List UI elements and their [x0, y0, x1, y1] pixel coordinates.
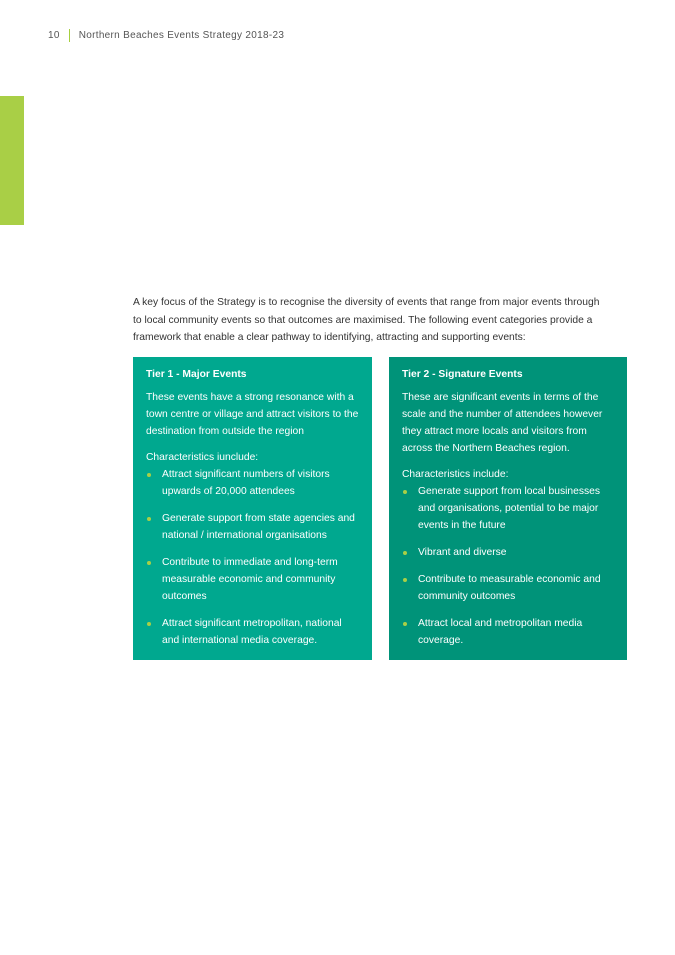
list-item [146, 615, 360, 649]
page-number: 10 [48, 30, 60, 41]
list-item-text: Contribute to measurable economic and community outcomes [418, 574, 601, 602]
tier2-title: Tier 2 - Signature Events [402, 369, 523, 380]
tier1-characteristics-label: Characteristics iunclude: [146, 452, 259, 463]
list-item-text: Contribute to immediate and long-term measurable economic and community outcomes [162, 557, 338, 602]
intro-paragraph: A key focus of the Strategy is to recognise the diversity of events that range from major events through to local community events so that outcomes are maximised. The following event categories provide a framework that enable a clear pathway to identifying, attracting and supporting events: [133, 297, 600, 344]
side-accent-bar [0, 96, 24, 225]
bullet-icon [403, 578, 407, 582]
page-header [48, 29, 284, 42]
tier2-characteristics-list [402, 483, 615, 649]
document-title: Northern Beaches Events Strategy 2018-23 [78, 30, 285, 41]
bullet-icon [403, 490, 407, 494]
list-item [146, 466, 360, 500]
list-item-text: Vibrant and diverse [418, 547, 507, 558]
bullet-icon [147, 561, 151, 565]
tier1-card [133, 357, 372, 660]
bullet-icon [403, 551, 407, 555]
tier2-characteristics-label: Characteristics include: [402, 469, 509, 480]
tier2-description: These are significant events in terms of the scale and the number of attendees however they attract more locals and visitors from across the Northern Beaches region. [402, 392, 603, 454]
list-item-text: Generate support from state agencies and national / international organisations [162, 513, 355, 541]
list-item [402, 483, 615, 534]
list-item [146, 510, 360, 544]
bullet-icon [147, 473, 151, 477]
bullet-icon [403, 622, 407, 626]
list-item [146, 554, 360, 605]
bullet-icon [147, 517, 151, 521]
list-item-text: Attract significant metropolitan, national and international media coverage. [162, 618, 342, 646]
list-item-text: Attract significant numbers of visitors upwards of 20,000 attendees [162, 469, 330, 497]
tier1-characteristics-list [146, 466, 360, 649]
list-item-text: Attract local and metropolitan media coverage. [418, 618, 583, 646]
tier2-card [389, 357, 627, 660]
header-divider [69, 29, 70, 42]
bullet-icon [147, 622, 151, 626]
tier1-title: Tier 1 - Major Events [146, 369, 247, 380]
list-item [402, 571, 615, 605]
list-item [402, 615, 615, 649]
list-item [402, 544, 615, 561]
tier1-description: These events have a strong resonance with a town centre or village and attract visitors to the destination from outside the region [146, 392, 359, 437]
list-item-text: Generate support from local businesses and organisations, potential to be major events in the future [418, 486, 601, 531]
